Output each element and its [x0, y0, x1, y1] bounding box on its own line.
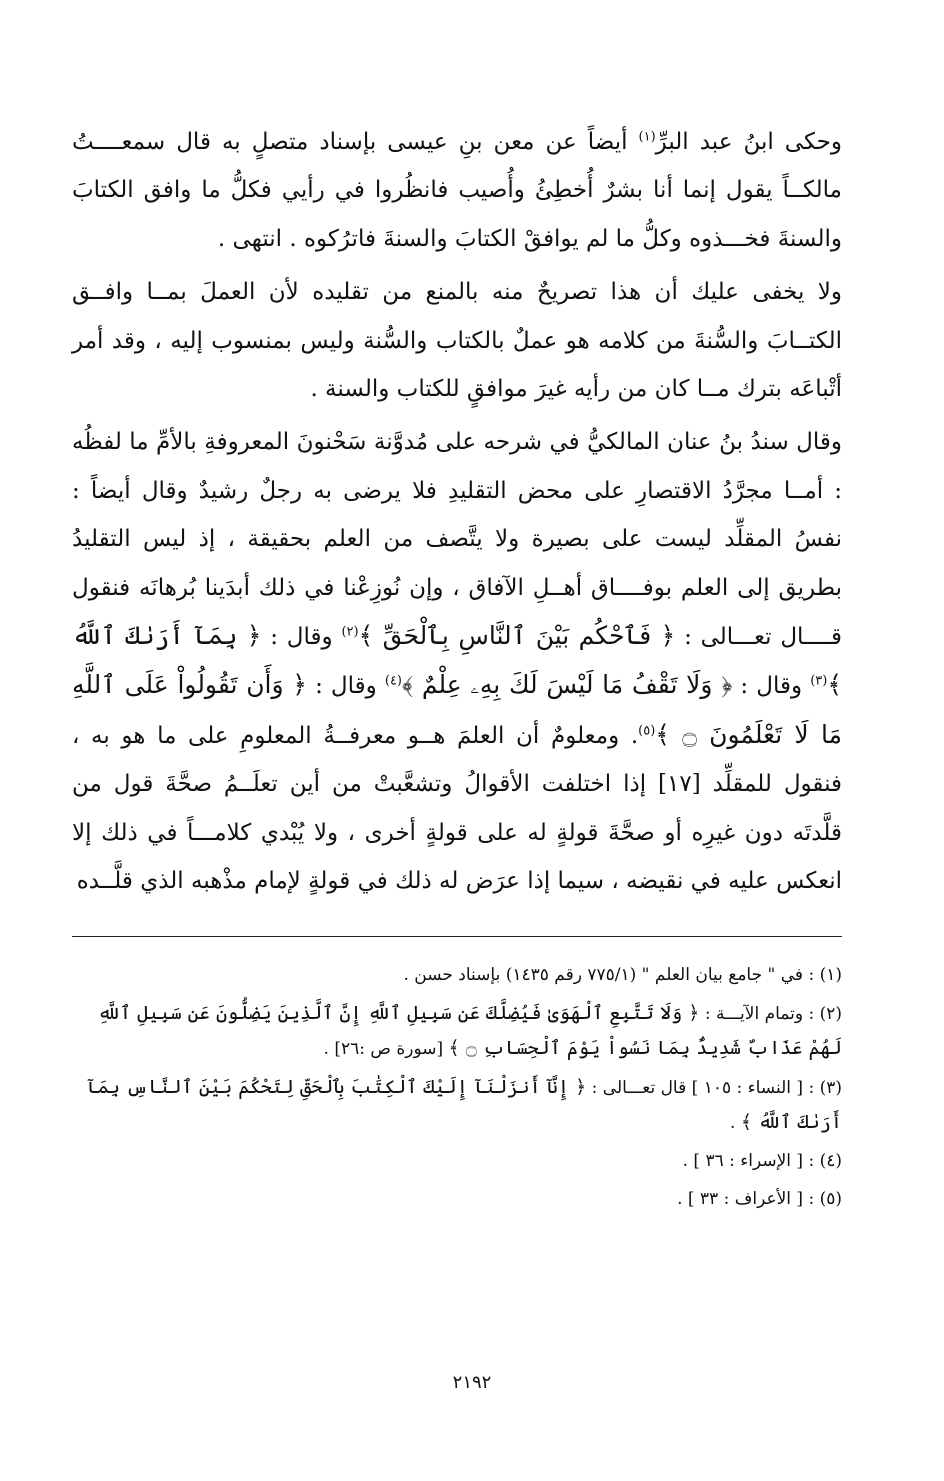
footnotes [72, 958, 842, 1220]
footnote-number: (٤) : [808, 1151, 842, 1171]
text-run: وحكى ابنُ عبد البرِّ [655, 129, 842, 155]
paragraph-2: ولا يخفى عليك أن هذا تصريحٌ منه بالمنع من تقليده لأن العملَ بمــا وافــق الكتــابَ والسُّنةَ من كلامه هو عملٌ بالكتاب والسُّنة وليس بمنسوب إليه ، وقد أمر أتْباعَه بترك مــا كان من رأيه غيرَ موافقٍ للكتاب والسنة . [72, 279, 843, 403]
footnote-text: وتمام الآيـــة : [699, 1004, 809, 1024]
footnote-ref-3[interactable]: (٣) [810, 673, 828, 689]
text-run: وقال : [261, 624, 342, 651]
footnote-4 [72, 1144, 842, 1178]
quran-verse-1: ﴿ فَٱحْكُم بَيْنَ ٱلنَّاسِ بِٱلْحَقِّ ﴾ [358, 621, 676, 651]
paragraph-1 [72, 118, 842, 263]
footnote-ref-4[interactable]: (٤) [384, 673, 402, 689]
main-text [72, 118, 842, 906]
quran-verse-3: ﴿ وَلَا تَقْفُ مَا لَيْسَ لَكَ بِهِۦ عِلْمٌ ﴾ [402, 670, 733, 700]
footnote-5 [72, 1182, 842, 1216]
footnote-2 [72, 996, 842, 1066]
footnote-text: في " جامع بيان العلم " (٧٧٥/١ رقم ١٤٣٥) بإسناد حسن . [403, 965, 809, 985]
footnote-number: (٥) : [808, 1189, 842, 1209]
text-run: وقال : [306, 673, 385, 700]
paragraph-3 [72, 418, 842, 905]
footnote-text: [ النساء : ١٠٥ ] قال تعـــالى : [586, 1078, 809, 1098]
footnote-text: [ الإسراء : ٣٦ ] . [682, 1151, 809, 1171]
text-run: وقال سندُ بنُ عنان المالكيُّ في شرحه على مُدوَّنة سَحْنونَ المعروفةِ بالأمِّ ما لفظُه : أمــا مجرَّدُ الاقتصارِ على محض التقليدِ فلا يرضى به رجلٌ رشيدٌ وقال أيضاً : نفسُ المقلِّد ليست على بصيرة ولا يتَّصف من العلم بحقيقة ، إذ ليس التقليدُ بطريق إلى العلم بوفــــاق أهــلِ الآفاق ، وإن نُوزِعْنا في ذلك أبدَينا بُرهانَه فنقول قــــال تعـــالى : [72, 429, 842, 651]
footnote-text: [ الأعراف : ٣٣ ] . [677, 1189, 809, 1209]
text-run: أيضاً عن معن بنِ عيسى بإسناد متصلٍ به قال سمعــــتُ مالكــاً يقول إنما أنا بشرٌ أُخطِئُ وأُصيب فانظُروا في رأيي فكلُّ ما وافق الكتابَ والسنةَ فخـــذوه وكلُّ ما لم يوافقْ الكتابَ والسنةَ فاترُكوه . انتهى . [72, 129, 842, 252]
footnote-ref-5[interactable]: (٥) [638, 723, 656, 739]
footnote-number: (١) : [808, 965, 842, 985]
footnote-verse: ﴿ إِنَّآ أَنزَلْنَآ إِلَيْكَ ٱلْكِتَٰبَ بِٱلْحَقِّ لِتَحْكُمَ بَيْنَ ٱلنَّاسِ بِمَآ أَرَىٰكَ ٱللَّهُ ﴾ [86, 1076, 842, 1133]
footnote-separator [72, 936, 842, 937]
footnote-ref-2[interactable]: (٢) [341, 624, 359, 640]
footnote-1 [72, 958, 842, 992]
footnote-number: (٢) : [808, 1004, 842, 1024]
footnote-end: . [730, 1113, 741, 1133]
page-number: ٢١٩٢ [452, 1372, 492, 1393]
text-run: وقال : [732, 673, 811, 700]
footnote-ref-1[interactable]: (١) [638, 129, 656, 145]
footnote-3 [72, 1070, 842, 1140]
quran-verse-4: ﴿ وَأَن تَقُولُواْ عَلَى ٱللَّهِ مَا لَا تَعْلَمُونَ ۝ ﴾ [72, 670, 842, 749]
footnote-source: [سورة ص :٢٦] . [323, 1039, 449, 1059]
quran-verse-2: ﴿ بِمَآ أَرَىٰكَ ٱللَّهُ ﴾ [72, 621, 842, 700]
footnote-verse: ﴿ وَلَا تَتَّبِعِ ٱلْهَوَىٰ فَيُضِلَّكَ عَن سَبِيلِ ٱللَّهِ إِنَّ ٱلَّذِينَ يَضِلُّونَ عَن سَبِيلِ ٱللَّهِ لَهُمْ عَذَابٌ شَدِيدٌۢ بِمَا نَسُواْ يَوْمَ ٱلْحِسَابِ ۝ ﴾ [97, 1002, 842, 1059]
text-run: . ومعلومٌ أن العلمَ هــو معرفــةُ المعلومِ على ما هو به ، فنقول للمقلِّد [١٧] إذا اختلفت الأقوالُ وتشعَّبتْ من أين تعلَــمُ صحَّةَ قول من قلَّدتَه دون غيرِه أو صحَّةَ قولةٍ له على قولةٍ أخرى ، ولا يُبْدي كلامـــاً في ذلك إلا انعكس عليه في نقيضه ، سيما إذا عرَض له ذلك في قولةٍ لإمام مذْهبه الذي قلَّــده [72, 722, 843, 895]
footnote-number: (٣) : [808, 1078, 842, 1098]
